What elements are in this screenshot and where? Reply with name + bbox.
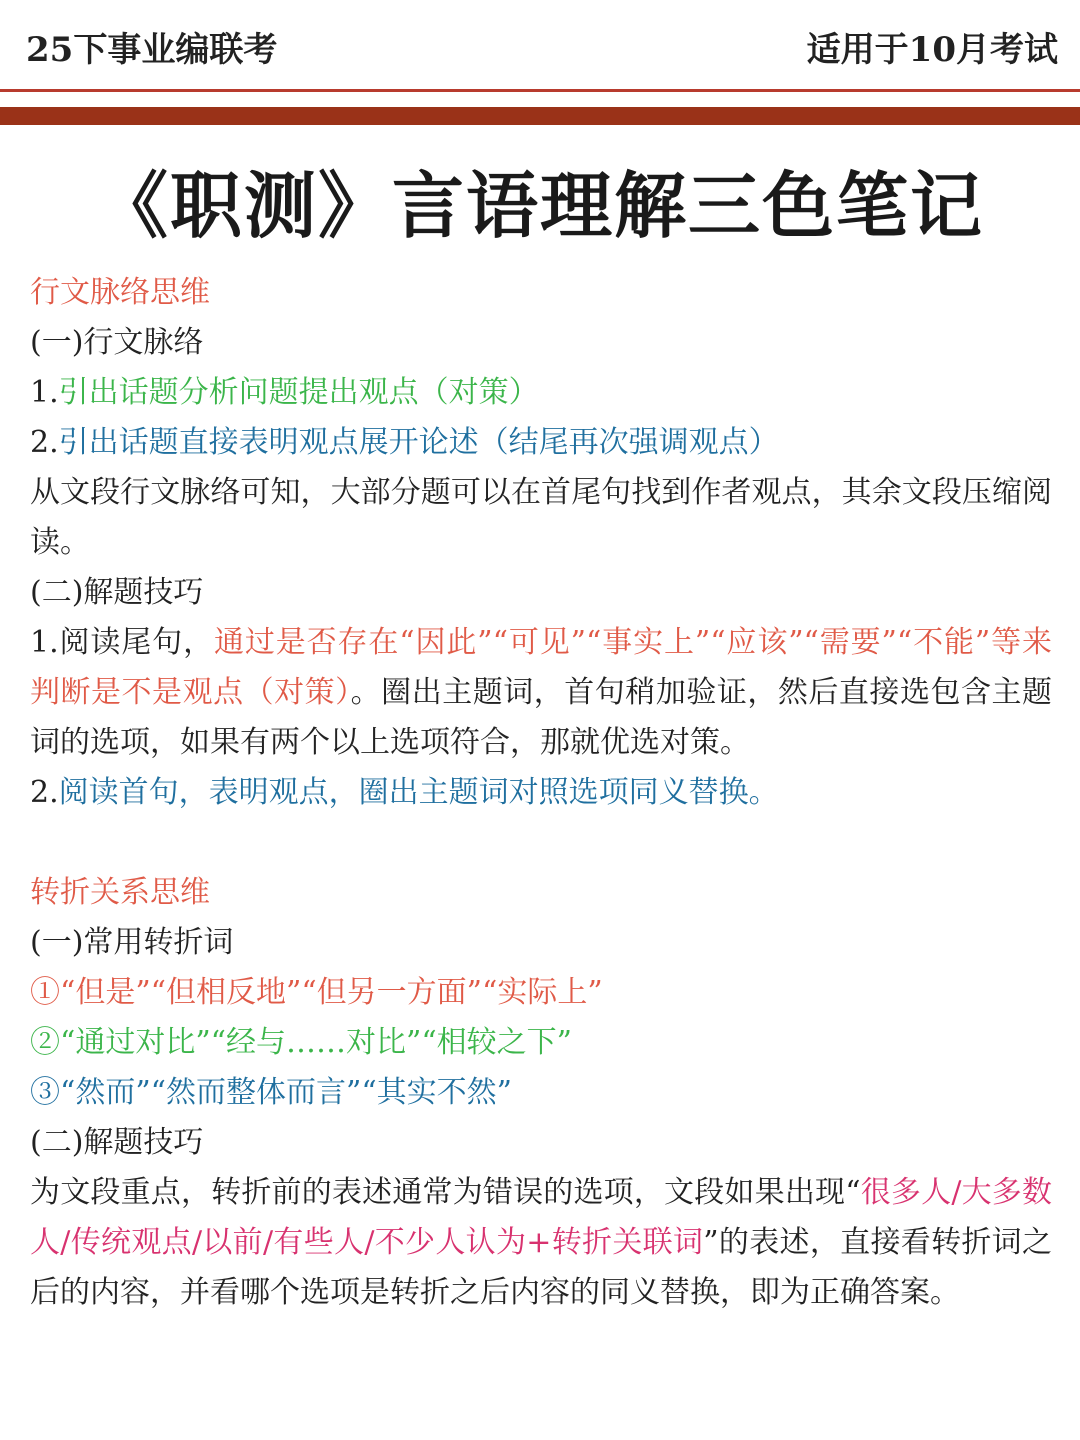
tip-suffix: 。圈出主题词，首句稍加验证，然后直接选包含主题词的选项，如果有两个以上选项符合，那就优选对策。 [30, 675, 1053, 760]
para-highlight: 很多人/大多数人/传统观点/以前/有些人/不少人认为+转折关联词 [30, 1175, 1053, 1260]
transition-tip-paragraph [30, 1168, 1052, 1318]
header-right-label: 适用于10月考试 [806, 30, 1058, 70]
section-spacer [30, 818, 1052, 868]
transition-words-3: ③“然而”“然而整体而言”“其实不然” [30, 1075, 513, 1110]
transition-words-2: ②“通过对比”“经与……对比”“相较之下” [30, 1025, 573, 1060]
list-number: 2. [30, 425, 59, 460]
list-text: 引出话题直接表明观点展开论述（结尾再次强调观点） [58, 425, 779, 460]
list-item-flow-1 [30, 368, 1052, 418]
tip-paragraph-1 [30, 618, 1052, 768]
subheading-transition-tips: (二)解题技巧 [30, 1125, 204, 1160]
tip-prefix: 1.阅读尾句， [30, 625, 214, 660]
transition-words-1: ①“但是”“但相反地”“但另一方面”“实际上” [30, 975, 603, 1010]
para-suffix: ”的表述，直接看转折词之后的内容，并看哪个选项是转折之后内容的同义替换，即为正确答案。 [30, 1225, 1052, 1310]
subheading-context-tips: (二)解题技巧 [30, 575, 204, 610]
list-item-flow-2 [30, 418, 1052, 468]
subheading-context-flow: (一)行文脉络 [30, 325, 204, 360]
tip-paragraph-2 [30, 768, 1052, 818]
header-left-label: 25下事业编联考 [26, 30, 278, 70]
list-number: 1. [30, 375, 59, 410]
notes-body [30, 268, 1052, 1318]
section-heading-transition: 转折关系思维 [30, 875, 210, 910]
subheading-transition-words: (一)常用转折词 [30, 925, 234, 960]
header-divider-thick [0, 107, 1080, 125]
section-heading-context: 行文脉络思维 [30, 275, 210, 310]
page-title: 《职测》言语理解三色笔记 [95, 163, 984, 248]
list-text: 引出话题分析问题提出观点（对策） [58, 375, 539, 410]
page-header [0, 0, 1080, 86]
para-prefix: 为文段重点，转折前的表述通常为错误的选项，文段如果出现“ [30, 1175, 861, 1210]
tip-highlight: 通过是否存在“因此”“可见”“事实上”“应该”“需要”“不能”等来判断是不是观点（对策） [30, 625, 1053, 710]
paragraph-flow-summary: 从文段行文脉络可知，大部分题可以在首尾句找到作者观点，其余文段压缩阅读。 [30, 475, 1052, 560]
list-number: 2. [30, 775, 59, 810]
tip-text: 阅读首句，表明观点，圈出主题词对照选项同义替换。 [58, 775, 779, 810]
header-divider-thin [0, 89, 1080, 92]
